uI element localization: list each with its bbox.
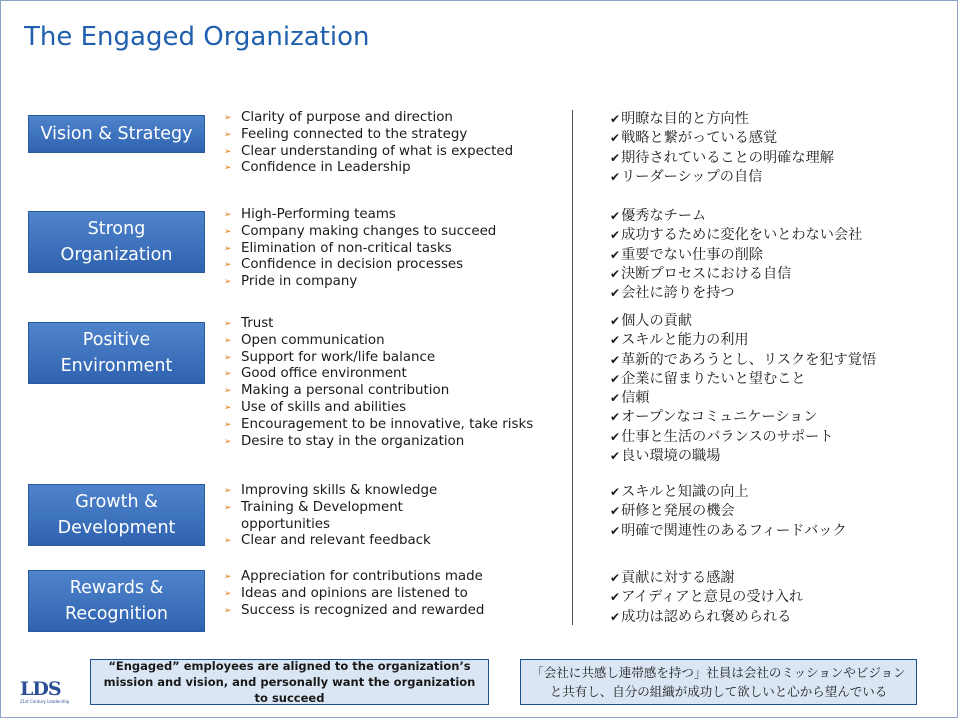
list-item-text: 優秀なチーム [621, 208, 707, 224]
category-box-vision-strategy [28, 115, 205, 153]
list-item-text: オープンなコミュニケーション [621, 409, 818, 426]
category-label: Strong Organization [60, 219, 173, 265]
jp-list-strong-organization [610, 207, 862, 303]
list-item-text: スキルと知識の向上 [621, 484, 749, 500]
checkmark-icon: ✔ [610, 371, 621, 386]
en-list-growth-development [224, 483, 464, 550]
checkmark-icon: ✔ [610, 314, 621, 328]
checkmark-icon: ✔ [610, 590, 621, 605]
list-item [610, 370, 876, 389]
list-item [610, 129, 834, 148]
list-item [610, 502, 847, 521]
footer-note-text: 「会社に共感し連帯感を持つ」社員は会社のミッションやビジョンと共有し、自分の組織が成功して欲しいと心から望んでいる [531, 665, 906, 699]
category-label: Vision & Strategy [40, 124, 193, 144]
checkmark-icon: ✔ [610, 429, 621, 444]
footer-note-japanese [520, 659, 917, 705]
list-item-text: 成功は認められ褒められる [621, 608, 792, 625]
checkmark-icon: ✔ [610, 150, 621, 165]
logo-text: LDS [20, 678, 61, 700]
list-item [610, 149, 834, 168]
list-item [610, 351, 876, 370]
checkmark-icon: ✔ [610, 504, 621, 519]
checkmark-icon: ✔ [610, 485, 621, 499]
list-item: ➢ Training & Development opportunities [224, 500, 464, 534]
list-item [610, 284, 862, 303]
list-item: ➢ High-Performing teams [224, 207, 496, 224]
list-item: ➢ Clarity of purpose and direction [224, 110, 513, 127]
category-box-strong-organization [28, 211, 205, 273]
list-item-text: 会社に誇りを持つ [621, 285, 735, 302]
category-label: Growth & Development [57, 492, 176, 538]
list-item [610, 447, 876, 466]
list-item [610, 110, 834, 129]
list-item-text: アイディアと意見の受け入れ [621, 589, 804, 606]
checkmark-icon: ✔ [610, 523, 621, 538]
list-item-text: 企業に留まりたいと望むこと [621, 370, 806, 387]
list-item [610, 588, 803, 607]
category-label: Positive Environment [60, 330, 173, 376]
list-item-text: 成功するために変化をいとわない会社 [621, 227, 863, 244]
list-item: ➢ Pride in company [224, 274, 496, 291]
en-list-positive-environment [224, 316, 533, 450]
list-item: ➢ Feeling connected to the strategy [224, 127, 513, 144]
jp-list-vision-strategy [610, 110, 834, 187]
checkmark-icon: ✔ [610, 131, 621, 146]
category-box-rewards-recognition [28, 570, 205, 632]
list-item-text: スキルと能力の利用 [621, 332, 749, 349]
list-item-text: 重要でない仕事の削除 [621, 246, 763, 263]
list-item-text: リーダーシップの自信 [621, 168, 763, 185]
list-item-text: 明瞭な目的と方向性 [621, 111, 749, 127]
list-item [610, 428, 876, 447]
list-item: ➢ Success is recognized and rewarded [224, 603, 484, 620]
list-item-text: 良い環境の職場 [621, 448, 721, 465]
list-item: ➢ Improving skills & knowledge [224, 483, 464, 500]
list-item-text: 明確で関連性のあるフィードバック [621, 522, 847, 539]
logo-tagline: 21st Century Leadership [20, 699, 70, 704]
list-item: ➢ Ideas and opinions are listened to [224, 586, 484, 603]
list-item-text: 期待されていることの明確な理解 [621, 149, 834, 166]
checkmark-icon: ✔ [610, 410, 621, 425]
list-item [610, 207, 862, 226]
en-list-vision-strategy [224, 110, 513, 177]
checkmark-icon: ✔ [610, 571, 621, 585]
en-list-rewards-recognition [224, 569, 484, 619]
list-item-text: 研修と発展の機会 [621, 503, 735, 520]
list-item: ➢ Desire to stay in the organization [224, 434, 533, 451]
list-item: ➢ Encouragement to be innovative, take risks [224, 417, 533, 434]
list-item-text: 決断プロセスにおける自信 [621, 265, 792, 282]
category-box-positive-environment [28, 322, 205, 384]
checkmark-icon: ✔ [610, 228, 621, 243]
checkmark-icon: ✔ [610, 286, 621, 301]
footer-note-english [90, 659, 489, 705]
checkmark-icon: ✔ [610, 449, 621, 464]
list-item: ➢ Making a personal contribution [224, 383, 533, 400]
list-item: ➢ Elimination of non-critical tasks [224, 241, 496, 258]
list-item-text: 仕事と生活のバランスのサポート [621, 428, 834, 445]
list-item: ➢ Good office environment [224, 366, 533, 383]
list-item-text: 貢献に対する感謝 [621, 570, 735, 586]
list-item [610, 331, 876, 350]
page-title: The Engaged Organization [24, 22, 370, 52]
list-item [610, 408, 876, 427]
list-item [610, 569, 803, 588]
list-item [610, 168, 834, 187]
list-item: ➢ Trust [224, 316, 533, 333]
checkmark-icon: ✔ [610, 169, 621, 184]
checkmark-icon: ✔ [610, 266, 621, 281]
list-item [610, 226, 862, 245]
category-label: Rewards & Recognition [64, 578, 169, 624]
jp-list-positive-environment [610, 312, 876, 466]
list-item-text: 戦略と繋がっている感覚 [621, 130, 778, 147]
list-item: ➢ Support for work/life balance [224, 350, 533, 367]
column-divider [572, 110, 573, 625]
list-item: ➢ Company making changes to succeed [224, 224, 496, 241]
list-item [610, 265, 862, 284]
checkmark-icon: ✔ [610, 112, 621, 126]
en-list-strong-organization [224, 207, 496, 291]
list-item: ➢ Clear understanding of what is expected [224, 144, 513, 161]
category-box-growth-development [28, 484, 205, 546]
list-item [610, 522, 847, 541]
list-item: ➢ Clear and relevant feedback [224, 533, 464, 550]
list-item [610, 483, 847, 502]
jp-list-rewards-recognition [610, 569, 803, 627]
checkmark-icon: ✔ [610, 247, 621, 262]
checkmark-icon: ✔ [610, 609, 621, 624]
checkmark-icon: ✔ [610, 391, 621, 406]
checkmark-icon: ✔ [610, 209, 621, 223]
footer-note-text: “Engaged” employees are aligned to the organization’s mission and vision, and personally want the organization to succeed [103, 659, 476, 705]
list-item: ➢ Confidence in decision processes [224, 257, 496, 274]
list-item [610, 312, 876, 331]
list-item [610, 246, 862, 265]
list-item-text: 信頼 [621, 390, 650, 407]
list-item: ➢ Use of skills and abilities [224, 400, 533, 417]
checkmark-icon: ✔ [610, 333, 621, 348]
jp-list-growth-development [610, 483, 847, 541]
list-item: ➢ Open communication [224, 333, 533, 350]
company-logo [20, 680, 70, 708]
list-item [610, 389, 876, 408]
checkmark-icon: ✔ [610, 352, 621, 367]
list-item [610, 608, 803, 627]
list-item: ➢ Appreciation for contributions made [224, 569, 484, 586]
list-item-text: 個人の貢献 [621, 313, 693, 329]
list-item-text: 革新的であろうとし、リスクを犯す覚悟 [621, 351, 877, 368]
list-item: ➢ Confidence in Leadership [224, 160, 513, 177]
